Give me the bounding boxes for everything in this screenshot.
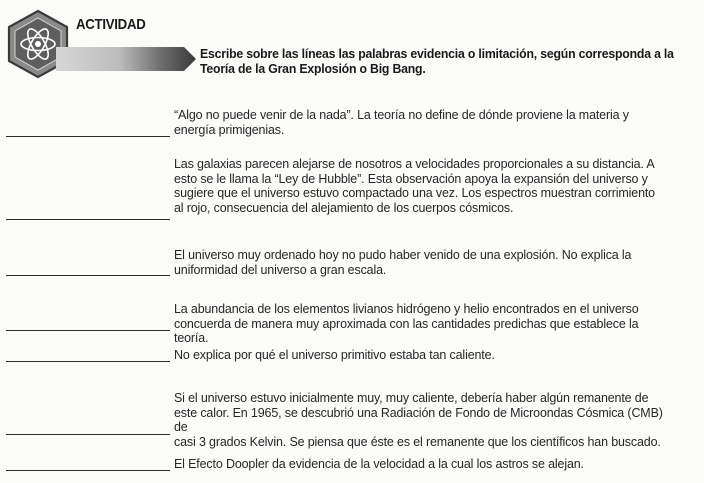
activity-title: ACTIVIDAD	[76, 16, 146, 33]
item-text-7	[174, 457, 673, 472]
answer-line-1[interactable]	[6, 136, 170, 137]
item-6-line-3: casi 3 grados Kelvin. Se piensa que éste es el remanente que los científicos han buscado.	[174, 433, 661, 449]
item-4-line-2: concuerda de manera muy aproximada con las cantidades predichas que establece la teoría.	[174, 315, 639, 346]
item-text-5	[174, 348, 673, 363]
answer-line-5[interactable]	[6, 361, 170, 362]
item-text-4	[174, 302, 673, 346]
item-2-line-3: sugiere que el universo estuvo compactado una vez. Los espectros muestran corrimiento	[174, 185, 655, 201]
item-3-line-2: uniformidad del universo a gran escala.	[174, 261, 387, 277]
answer-line-4[interactable]	[6, 330, 170, 331]
item-5-line-1: No explica por qué el universo primitivo estaba tan caliente.	[174, 347, 495, 362]
item-text-2	[174, 157, 673, 215]
item-6-line-1: Si el universo estuvo inicialmente muy, muy caliente, debería haber algún remanente de	[174, 390, 649, 405]
answer-line-3[interactable]	[6, 275, 170, 276]
item-6-line-2: este calor. En 1965, se descubrió una Radiación de Fondo de Microondas Cósmica (CMB) de	[174, 404, 663, 435]
item-text-1	[174, 108, 673, 137]
item-4-line-1: La abundancia de los elementos livianos hidrógeno y helio encontrados en el universo	[174, 301, 639, 316]
answer-line-2[interactable]	[6, 219, 170, 220]
item-text-3	[174, 248, 673, 277]
header-arrow-bar	[56, 44, 196, 74]
instruction-text	[200, 46, 674, 76]
instruction-line-1: Escribe sobre las líneas las palabras evidencia o limitación, según corresponda a la	[200, 46, 674, 61]
item-1-line-1: “Algo no puede venir de la nada”. La teoría no define de dónde proviene la materia y	[174, 107, 629, 122]
item-2-line-1: Las galaxias parecen alejarse de nosotros a velocidades proporcionales a su distancia. A	[174, 156, 655, 171]
answer-line-6[interactable]	[6, 434, 170, 435]
item-text-6	[174, 391, 673, 449]
item-3-line-1: El universo muy ordenado hoy no pudo haber venido de una explosión. No explica la	[174, 247, 632, 262]
item-2-line-2: esto se le llama la “Ley de Hubble”. Esta observación apoya la expansión del universo y	[174, 170, 648, 186]
item-7-line-1: El Efecto Doopler da evidencia de la velocidad a la cual los astros se alejan.	[174, 456, 584, 471]
instruction-line-2: Teoría de la Gran Explosión o Big Bang.	[200, 61, 426, 76]
item-2-line-4: al rojo, consecuencia del alejamiento de los cuerpos cósmicos.	[174, 199, 514, 215]
answer-line-7[interactable]	[6, 470, 170, 471]
item-1-line-2: energía primigenias.	[174, 121, 285, 137]
